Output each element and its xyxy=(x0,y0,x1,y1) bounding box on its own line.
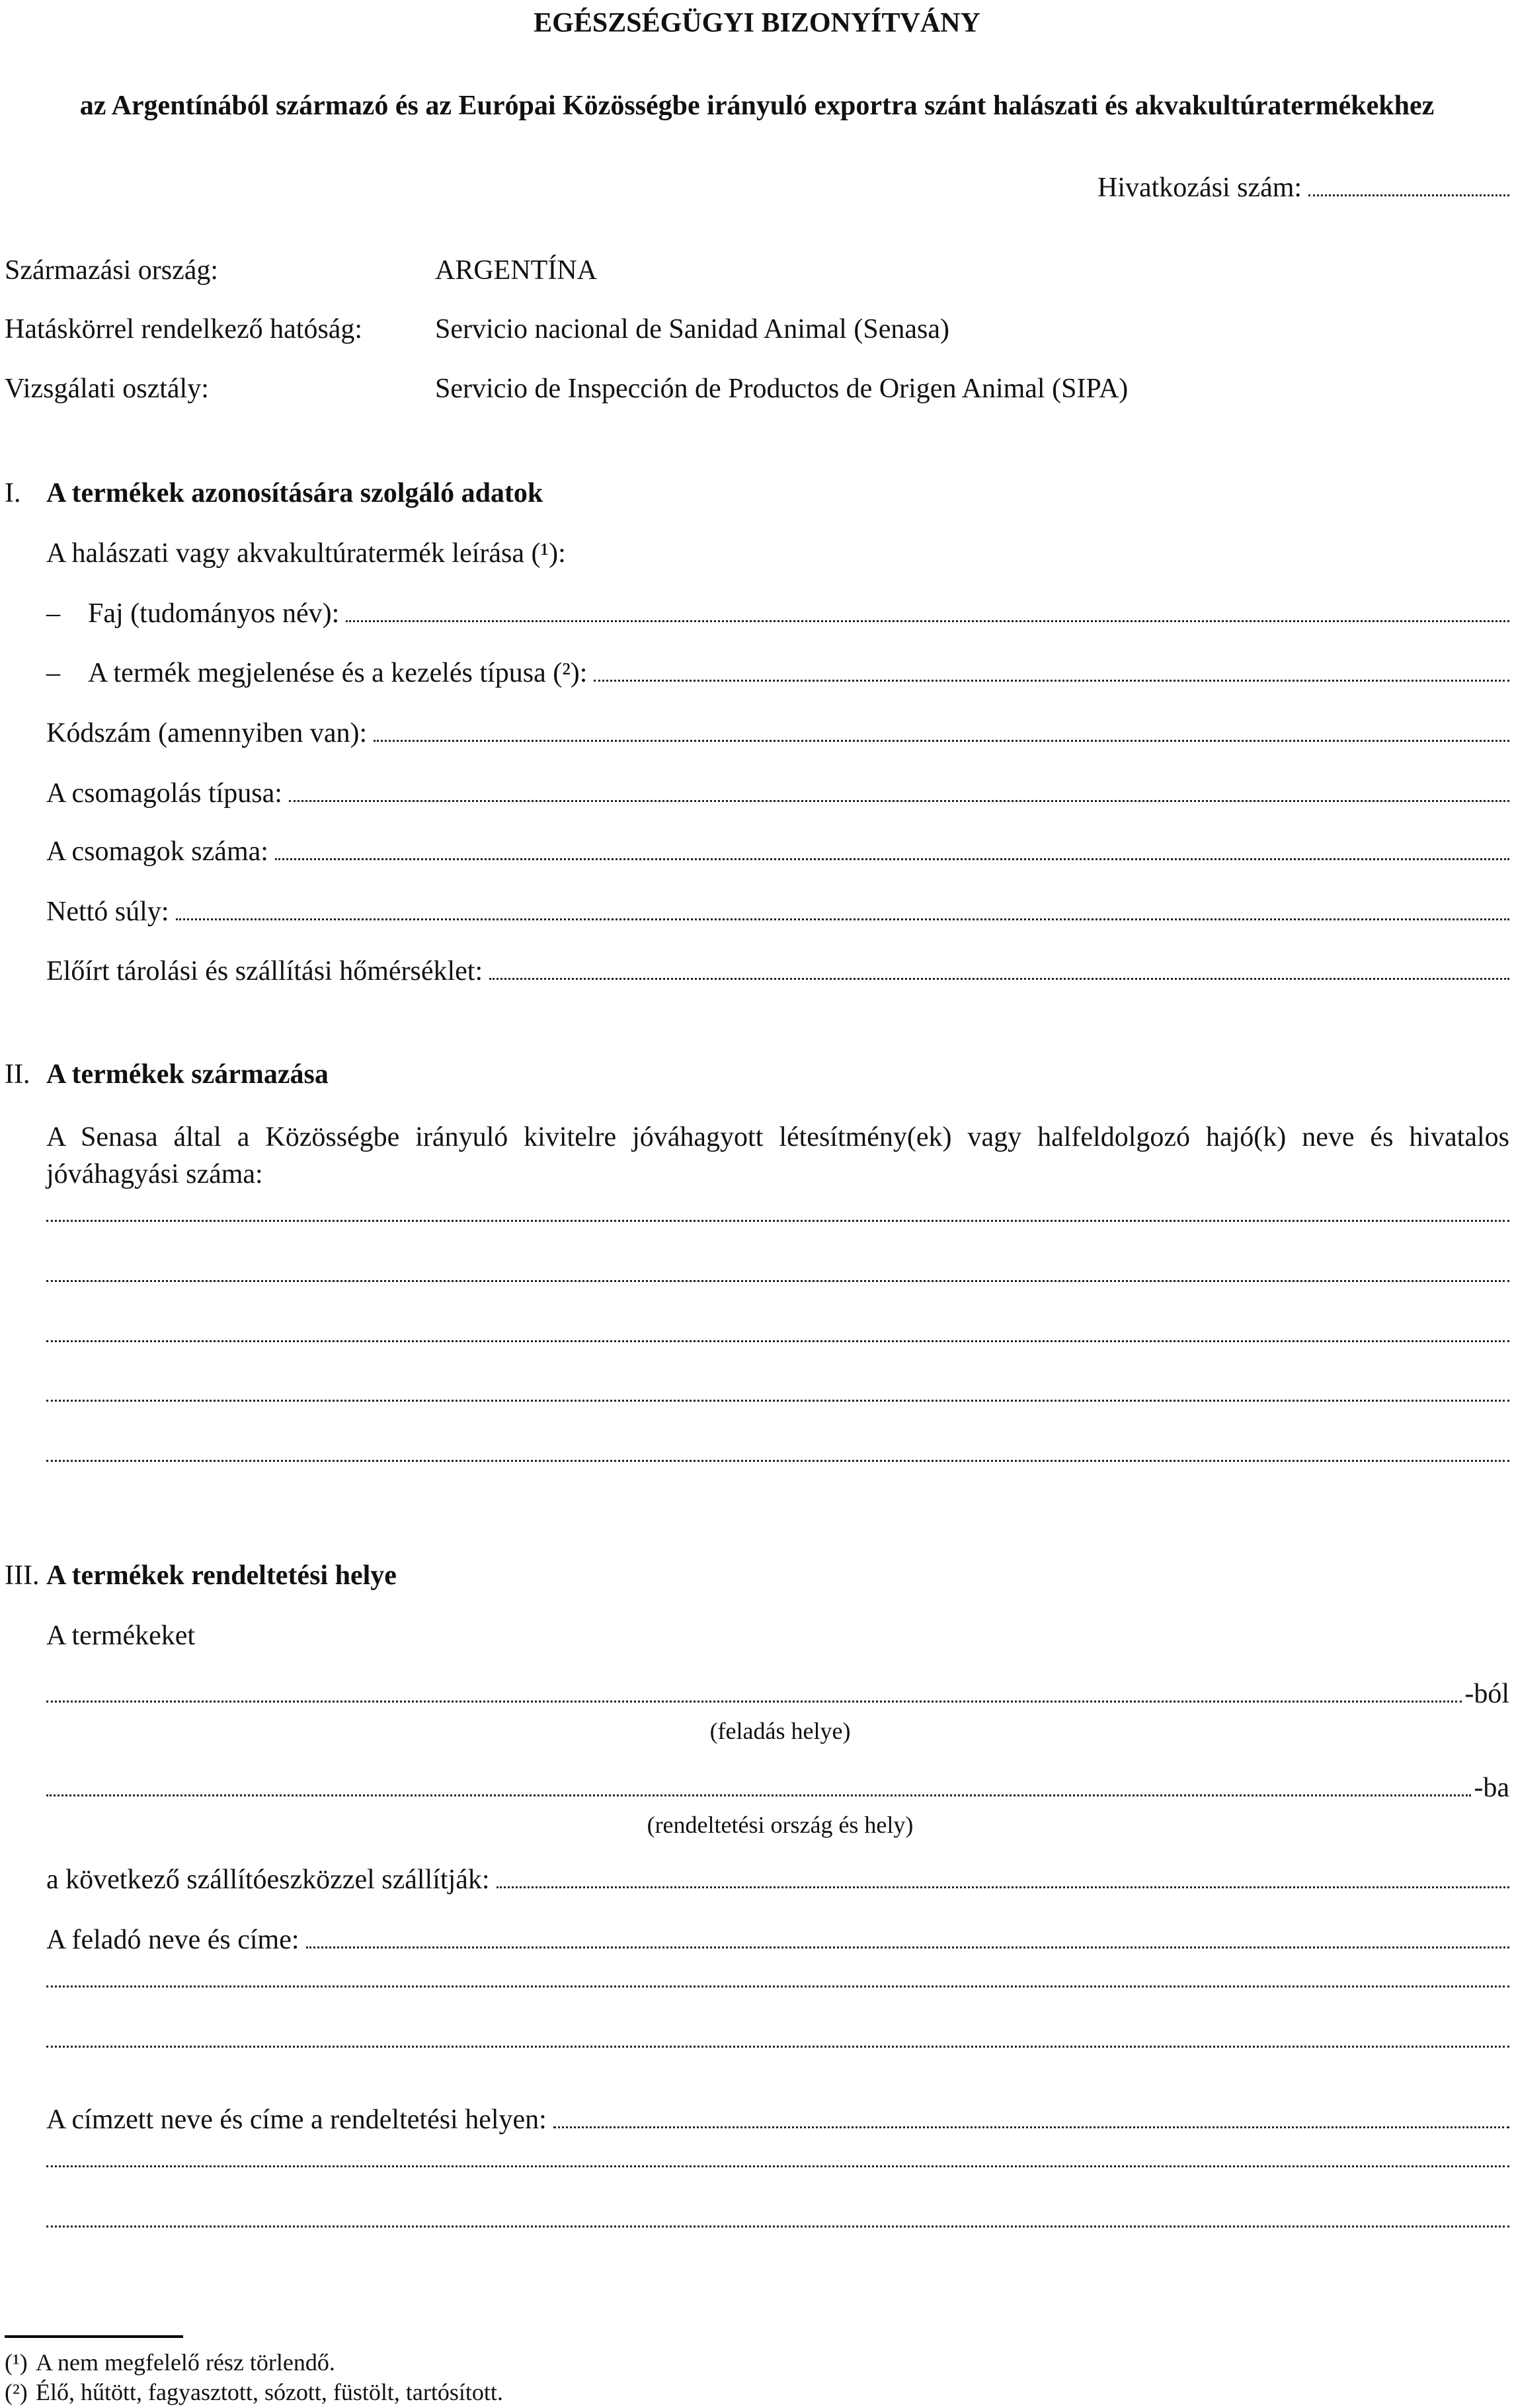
dash: – xyxy=(46,658,60,688)
packaging-field[interactable] xyxy=(46,777,1509,810)
transport-label: a következő szállítóeszközzel szállítják: xyxy=(46,1865,490,1895)
authority-label: Hatáskörrel rendelkező hatóság: xyxy=(5,314,363,344)
establishment-text: A Senasa által a Közösségbe irányuló kivitelre jóváhagyott létesítmény(ek) vagy halfeldolgozó hajó(k) neve és hivatalos jóváhagyási száma: xyxy=(46,1122,1509,1189)
section-1-heading: A termékek azonosítására szolgáló adatok xyxy=(46,478,543,508)
dotted-fill xyxy=(176,918,1510,920)
code-label: Kódszám (amennyiben van): xyxy=(46,718,368,748)
inspection-value: Servicio de Inspección de Productos de Origen Animal (SIPA) xyxy=(435,374,1129,404)
from-suffix: -ból xyxy=(1464,1679,1509,1709)
transport-field[interactable] xyxy=(46,1863,1509,1896)
reference-number-field[interactable] xyxy=(1097,171,1509,204)
section-3-heading: A termékek rendeltetési helye xyxy=(46,1560,397,1591)
dispatch-place-caption: (feladás helye) xyxy=(709,1718,851,1744)
dotted-fill xyxy=(46,1794,1471,1796)
dotted-fill xyxy=(46,2045,1509,2048)
products-intro: A termékeket xyxy=(46,1621,196,1651)
footnote-separator xyxy=(5,2335,183,2338)
species-label: Faj (tudományos név): xyxy=(88,598,340,629)
establishment-line-1[interactable] xyxy=(46,1219,1509,1230)
authority-value: Servicio nacional de Sanidad Animal (Senasa) xyxy=(435,314,949,344)
destination-field[interactable] xyxy=(46,1771,1509,1804)
dotted-fill xyxy=(46,1459,1509,1462)
consignee-field[interactable] xyxy=(46,2103,1509,2136)
code-field[interactable] xyxy=(46,717,1509,750)
dotted-fill xyxy=(553,2126,1509,2128)
dotted-fill xyxy=(306,1946,1509,1948)
consignor-label: A feladó neve és címe: xyxy=(46,1925,299,1955)
document-title: EGÉSZSÉGÜGYI BIZONYÍTVÁNY xyxy=(534,8,980,38)
footnote-2-text: Élő, hűtött, fagyasztott, sózott, füstölt, tartósított. xyxy=(36,2379,503,2405)
net-weight-label: Nettó súly: xyxy=(46,897,169,927)
establishment-line-2[interactable] xyxy=(46,1279,1509,1290)
dotted-fill xyxy=(46,1279,1509,1282)
dotted-fill xyxy=(594,679,1509,682)
section-1-number: I. xyxy=(5,478,21,508)
dash: – xyxy=(46,598,60,629)
consignor-field[interactable] xyxy=(46,1923,1509,1956)
packages-field[interactable] xyxy=(46,835,1509,868)
reference-label: Hivatkozási szám: xyxy=(1097,173,1302,203)
destination-caption: (rendeltetési ország és hely) xyxy=(647,1812,914,1838)
temperature-field[interactable] xyxy=(46,955,1509,988)
dotted-fill xyxy=(46,1700,1462,1703)
document-subtitle: az Argentínából származó és az Európai Közösségbe irányuló exportra szánt halászati és akvakultúratermékekhez xyxy=(79,91,1435,121)
dotted-fill xyxy=(46,2225,1509,2227)
footnote-2-mark: (²) xyxy=(5,2379,28,2405)
section-3-number: III. xyxy=(5,1560,40,1591)
consignee-line-2[interactable] xyxy=(46,2165,1509,2175)
section-2-heading: A termékek származása xyxy=(46,1059,329,1090)
dotted-fill xyxy=(46,1399,1509,1402)
dotted-fill xyxy=(275,858,1509,860)
dotted-fill xyxy=(289,799,1509,802)
footnote-1-mark: (¹) xyxy=(5,2349,28,2376)
origin-country-label: Származási ország: xyxy=(5,255,219,286)
dotted-fill xyxy=(46,1985,1509,1987)
presentation-field[interactable] xyxy=(88,657,1509,690)
dotted-fill xyxy=(346,620,1509,622)
dotted-fill xyxy=(374,739,1509,742)
footnote-1-text: A nem megfelelő rész törlendő. xyxy=(36,2349,335,2376)
section-2-number: II. xyxy=(5,1059,30,1090)
establishment-line-5[interactable] xyxy=(46,1459,1509,1470)
dotted-fill xyxy=(1308,194,1509,196)
presentation-label: A termék megjelenése és a kezelés típusa (²): xyxy=(88,658,588,688)
consignor-line-3[interactable] xyxy=(46,2045,1509,2056)
dotted-fill xyxy=(46,1219,1509,1222)
consignor-line-2[interactable] xyxy=(46,1985,1509,1995)
origin-country-value: ARGENTÍNA xyxy=(435,255,597,286)
packages-label: A csomagok száma: xyxy=(46,836,268,867)
dotted-fill xyxy=(46,1340,1509,1342)
net-weight-field[interactable] xyxy=(46,895,1509,928)
dotted-fill xyxy=(497,1886,1509,1888)
establishment-line-3[interactable] xyxy=(46,1340,1509,1350)
inspection-label: Vizsgálati osztály: xyxy=(5,374,209,404)
packaging-label: A csomagolás típusa: xyxy=(46,778,282,809)
establishment-line-4[interactable] xyxy=(46,1399,1509,1410)
dotted-fill xyxy=(46,2165,1509,2167)
dotted-fill xyxy=(489,977,1509,980)
temperature-label: Előírt tárolási és szállítási hőmérséklet: xyxy=(46,956,483,986)
dispatch-place-field[interactable] xyxy=(46,1677,1509,1710)
consignee-line-3[interactable] xyxy=(46,2225,1509,2235)
product-description-label: A halászati vagy akvakultúratermék leírása (¹): xyxy=(46,538,566,569)
consignee-label: A címzett neve és címe a rendeltetési helyen: xyxy=(46,2105,547,2135)
to-suffix: -ba xyxy=(1474,1773,1509,1803)
species-field[interactable] xyxy=(88,597,1509,630)
